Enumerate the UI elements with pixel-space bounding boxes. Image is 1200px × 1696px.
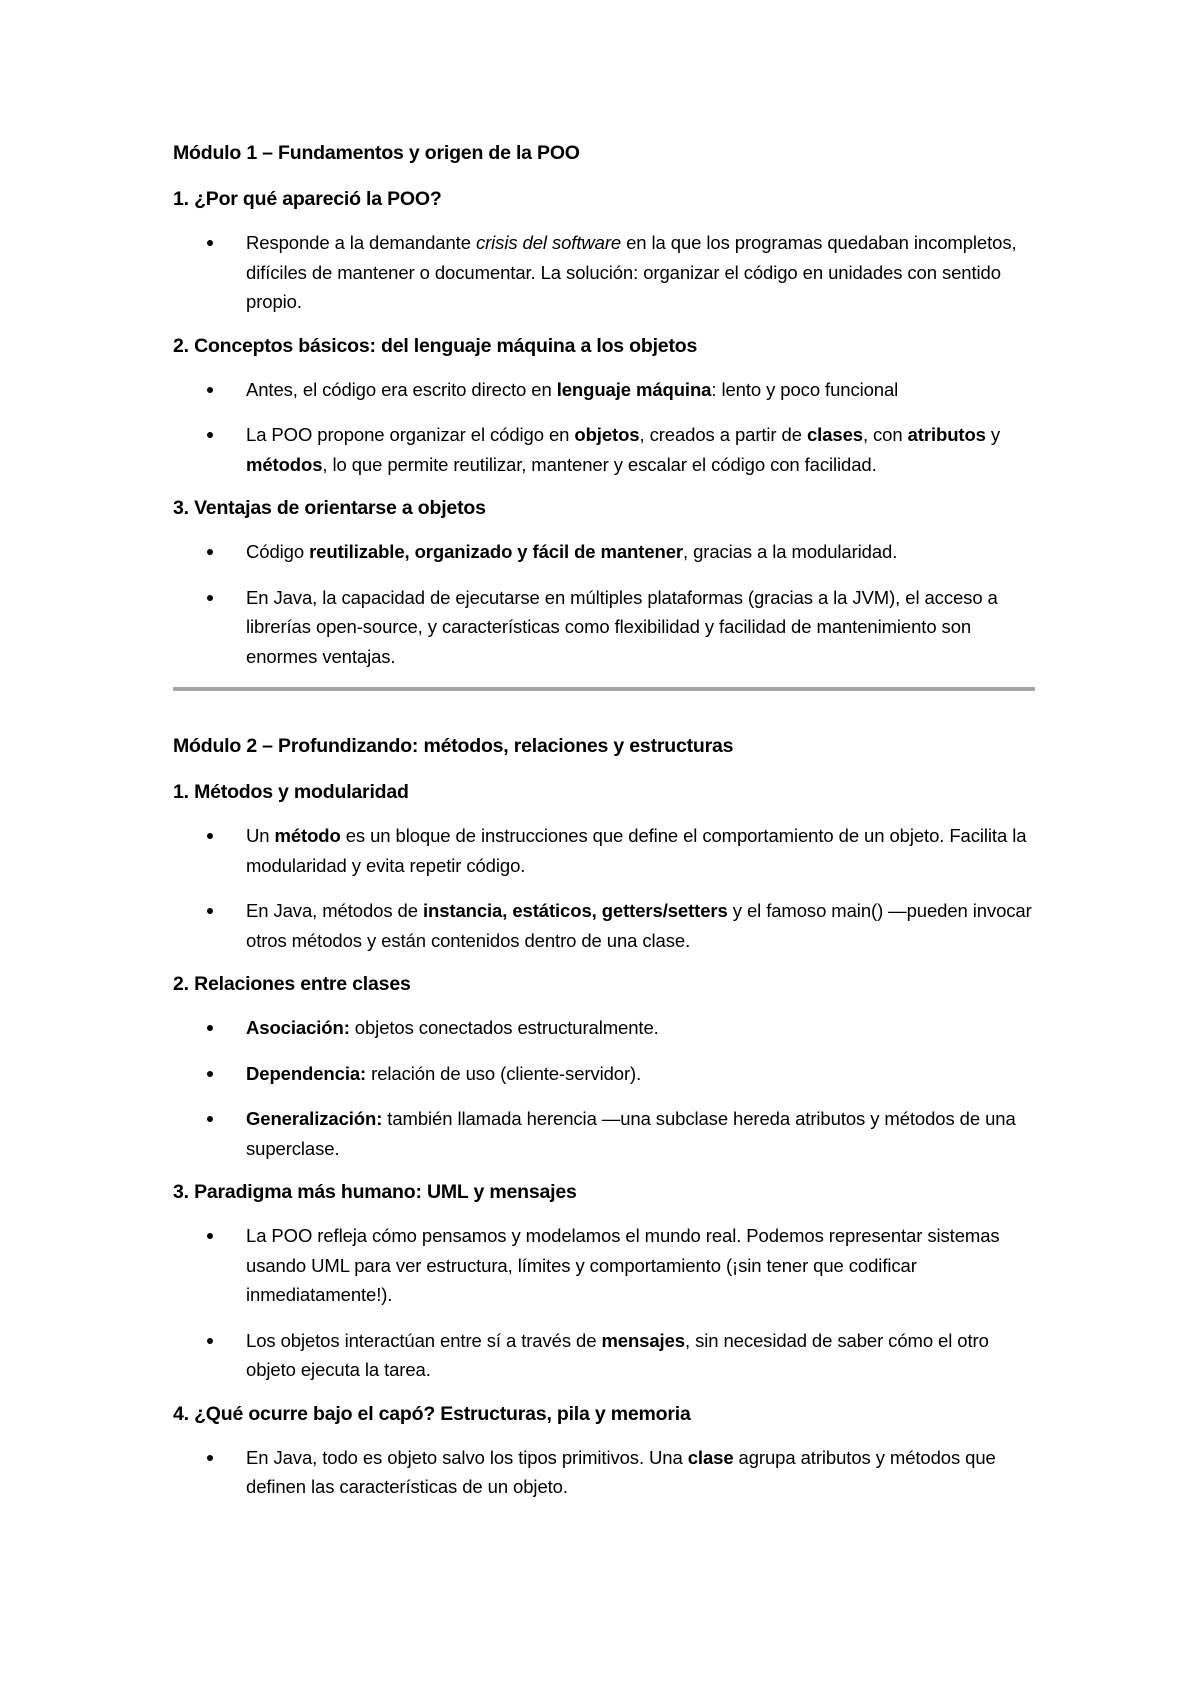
module-2-section-4-title: 4. ¿Qué ocurre bajo el capó? Estructuras, pila y memoria — [173, 1402, 691, 1425]
bullet-icon — [207, 1116, 213, 1122]
module-2-title: Módulo 2 – Profundizando: métodos, relaciones y estructuras — [173, 735, 734, 757]
list-item: Los objetos interactúan entre sí a través de mensajes, sin necesidad de saber cómo el otro objeto ejecuta la tarea. — [173, 1326, 1035, 1385]
list-item: La POO refleja cómo pensamos y modelamos el mundo real. Podemos representar sistemas usando UML para ver estructura, límites y comportamiento (¡sin tener que codificar inmediatamente!). — [173, 1221, 1035, 1310]
list-item: En Java, métodos de instancia, estáticos, getters/setters y el famoso main() —pueden invocar otros métodos y están contenidos dentro de una clase. — [173, 896, 1035, 955]
list-item: Un método es un bloque de instrucciones que define el comportamiento de un objeto. Facilita la modularidad y evita repetir código. — [173, 821, 1035, 880]
horizontal-divider — [173, 687, 1035, 691]
module-1-section-1-list — [173, 228, 1035, 317]
module-2-section-3-list — [173, 1221, 1035, 1385]
list-item: Generalización: también llamada herencia —una subclase hereda atributos y métodos de una superclase. — [173, 1104, 1035, 1163]
document-page — [173, 140, 1035, 1518]
bullet-icon — [207, 1338, 213, 1344]
module-1-title: Módulo 1 – Fundamentos y origen de la POO — [173, 142, 580, 164]
list-item: La POO propone organizar el código en objetos, creados a partir de clases, con atributos y métodos, lo que permite reutilizar, mantener y escalar el código con facilidad. — [173, 420, 1035, 479]
list-item: Dependencia: relación de uso (cliente-servidor). — [173, 1059, 1035, 1089]
list-item: Asociación: objetos conectados estructuralmente. — [173, 1013, 1035, 1043]
module-2-section-1-title: 1. Métodos y modularidad — [173, 781, 409, 803]
bullet-icon — [207, 1233, 213, 1239]
bullet-icon — [207, 549, 213, 555]
module-2-section-2-list — [173, 1013, 1035, 1163]
list-item: Código reutilizable, organizado y fácil de mantener, gracias a la modularidad. — [173, 537, 1035, 567]
list-item: En Java, la capacidad de ejecutarse en múltiples plataformas (gracias a la JVM), el acceso a librerías open-source, y características como flexibilidad y facilidad de mantenimiento son enormes ventajas. — [173, 583, 1035, 672]
module-1-section-1-title: 1. ¿Por qué apareció la POO? — [173, 188, 442, 210]
bullet-icon — [207, 1071, 213, 1077]
list-item: En Java, todo es objeto salvo los tipos primitivos. Una clase agrupa atributos y métodos que definen las características de un objeto. — [173, 1443, 1035, 1502]
list-item: Responde a la demandante crisis del software en la que los programas quedaban incompletos, difíciles de mantener o documentar. La solución: organizar el código en unidades con sentido propio. — [173, 228, 1035, 317]
bullet-icon — [207, 1025, 213, 1031]
list-item: Antes, el código era escrito directo en lenguaje máquina: lento y poco funcional — [173, 375, 1035, 405]
module-1-section-3-title: 3. Ventajas de orientarse a objetos — [173, 497, 486, 519]
module-2-section-3-title: 3. Paradigma más humano: UML y mensajes — [173, 1181, 577, 1203]
module-1-section-2-title: 2. Conceptos básicos: del lenguaje máquina a los objetos — [173, 334, 698, 357]
bullet-icon — [207, 432, 213, 438]
bullet-icon — [207, 908, 213, 914]
module-1-section-2-list — [173, 375, 1035, 480]
module-2-section-4-list — [173, 1443, 1035, 1502]
bullet-icon — [207, 1455, 213, 1461]
bullet-icon — [207, 595, 213, 601]
module-2-section-1-list — [173, 821, 1035, 955]
bullet-icon — [207, 833, 213, 839]
module-2-section-2-title: 2. Relaciones entre clases — [173, 973, 411, 995]
module-1-section-3-list — [173, 537, 1035, 671]
bullet-icon — [207, 240, 213, 246]
bullet-icon — [207, 387, 213, 393]
